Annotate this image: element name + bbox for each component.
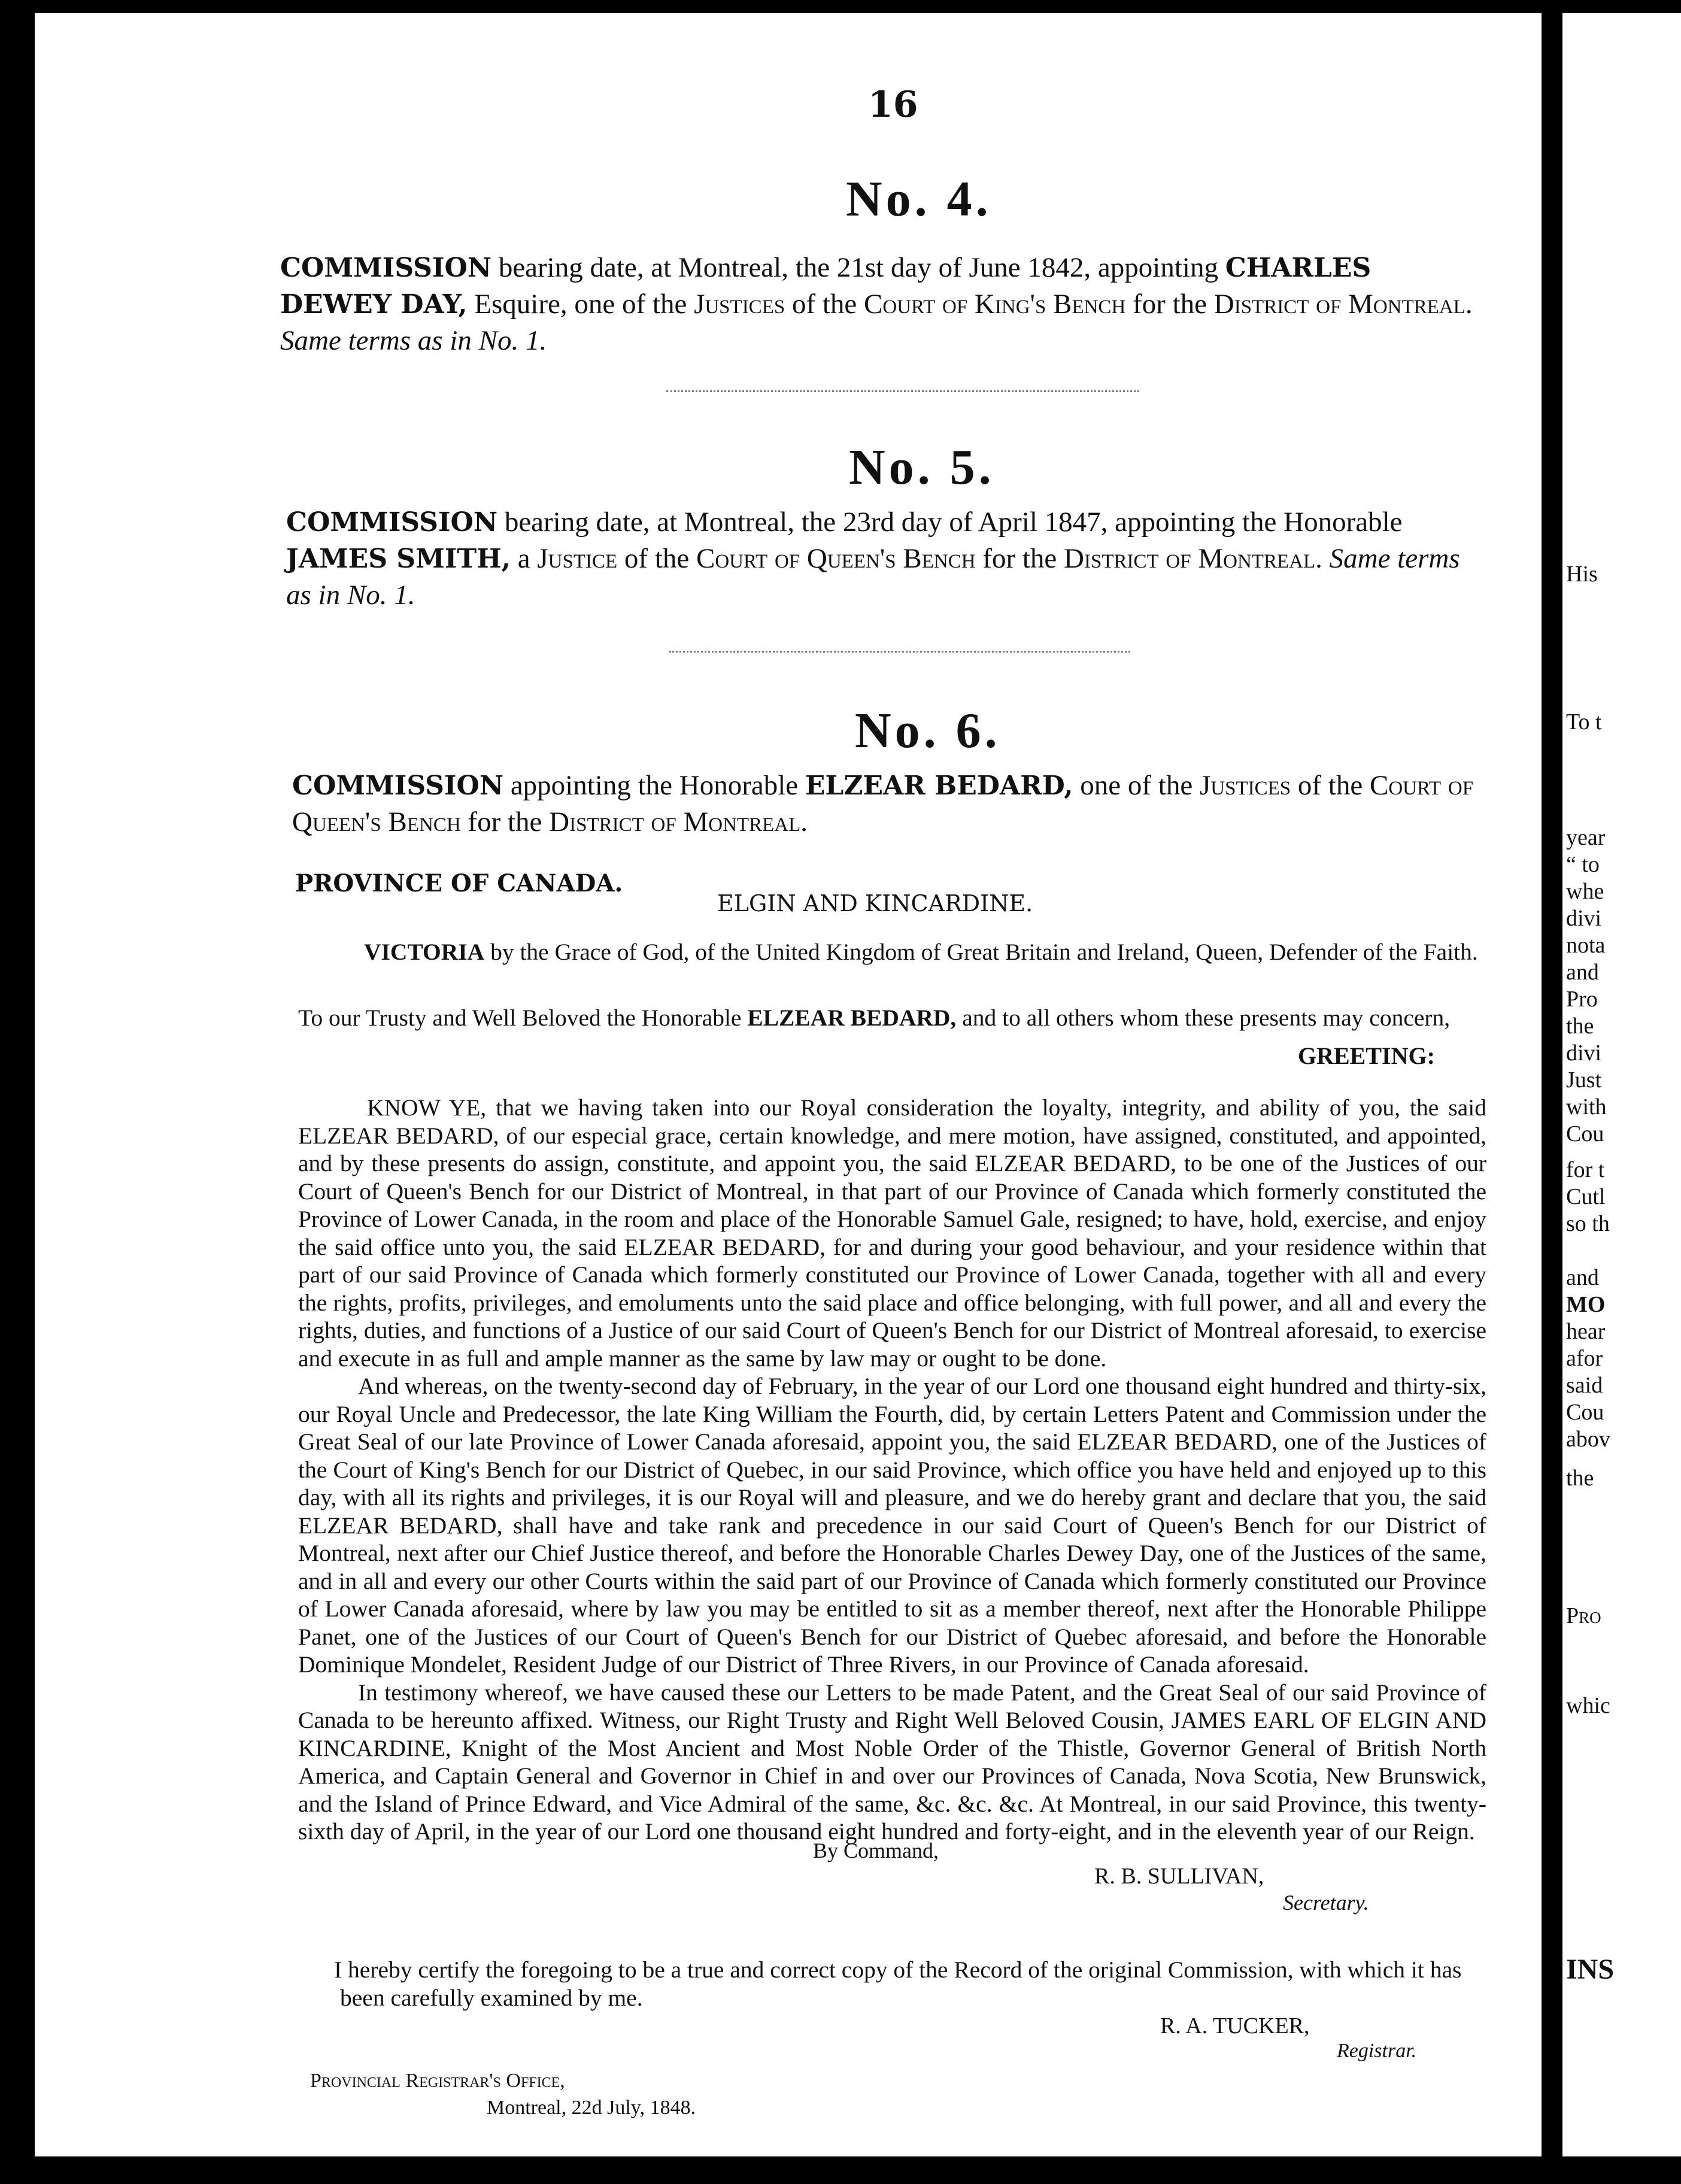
province-heading: PROVINCE OF CANADA. bbox=[295, 869, 623, 897]
adjacent-fragment: MO bbox=[1566, 1292, 1606, 1317]
signer-tucker-title: Registrar. bbox=[1337, 2040, 1417, 2062]
district-name: District of Montreal. bbox=[1064, 543, 1322, 574]
commission-text: appointing the Honorable bbox=[503, 770, 805, 801]
adjacent-fragment: Pro bbox=[1566, 987, 1598, 1012]
commission-text: for the bbox=[975, 543, 1064, 574]
commission-text: for the bbox=[460, 806, 550, 838]
divider bbox=[666, 390, 1139, 392]
district-name: District of Montreal. bbox=[1213, 289, 1473, 320]
commission-text: bearing date, at Montreal, the 23rd day of April 1847, appointing the Honorable bbox=[497, 506, 1403, 538]
greeting: GREETING: bbox=[1298, 1042, 1435, 1069]
same-terms-note: Same terms as in No. 1. bbox=[280, 325, 547, 356]
commission-word: COMMISSION bbox=[286, 507, 498, 538]
registrar-office: Provincial Registrar's Office, bbox=[310, 2070, 565, 2092]
address-text: To our Trusty and Well Beloved the Honorable bbox=[298, 1005, 748, 1031]
commission-text: of the bbox=[785, 289, 864, 320]
adjacent-fragment: for t bbox=[1566, 1157, 1605, 1182]
victoria-line bbox=[364, 938, 1486, 966]
by-command: By Command, bbox=[813, 1839, 939, 1863]
adjacent-fragment: divi bbox=[1566, 906, 1602, 931]
adjacent-fragment: hear bbox=[1566, 1319, 1606, 1344]
adjacent-fragment: and bbox=[1566, 1265, 1599, 1290]
adjacent-page-edge bbox=[1562, 13, 1681, 2156]
court-name: Court of Queen's Bench bbox=[696, 543, 976, 574]
document-page bbox=[35, 13, 1542, 2156]
commission-no4 bbox=[280, 250, 1474, 359]
appointee-name: ELZEAR BEDARD, bbox=[805, 771, 1073, 801]
addressee-name: ELZEAR BEDARD, bbox=[747, 1005, 957, 1031]
adjacent-fragment: “ to bbox=[1566, 852, 1600, 877]
registrar-office-date: Montreal, 22d July, 1848. bbox=[487, 2097, 696, 2119]
adjacent-fragment: Cou bbox=[1566, 1400, 1604, 1425]
adjacent-fragment: divi bbox=[1566, 1041, 1602, 1066]
adjacent-fragment: the bbox=[1566, 1466, 1594, 1491]
commission-text: a bbox=[511, 543, 538, 574]
commission-text: one of the bbox=[1073, 770, 1200, 801]
adjacent-fragment: Cutl bbox=[1566, 1184, 1606, 1209]
commission-text: bearing date, at Montreal, the 21st day of June 1842, appointing bbox=[491, 252, 1225, 283]
address-line bbox=[298, 1004, 1486, 1032]
adjacent-fragment: so th bbox=[1566, 1211, 1610, 1236]
appointee-name: JAMES SMITH, bbox=[286, 544, 511, 574]
page-number: 16 bbox=[868, 84, 918, 126]
address-text: and to all others whom these presents may concern, bbox=[956, 1005, 1451, 1031]
certification: I hereby certify the foregoing to be a true and correct copy of the Record of the original Commission, with which it has been carefully examined by me. bbox=[334, 1956, 1462, 2011]
section-heading-no6: No. 6. bbox=[855, 703, 1001, 759]
adjacent-fragment: with bbox=[1566, 1094, 1607, 1120]
justices-term: Justices bbox=[694, 289, 785, 320]
commission-text: Esquire, one of the bbox=[467, 289, 694, 320]
justice-term: Justice bbox=[537, 543, 618, 574]
commission-text: of the bbox=[1291, 770, 1370, 801]
justices-term: Justices bbox=[1199, 770, 1291, 801]
adjacent-fragment: abov bbox=[1566, 1427, 1610, 1452]
signer-sullivan-title: Secretary. bbox=[1283, 1891, 1369, 1915]
section-heading-no4: No. 4. bbox=[846, 171, 992, 227]
adjacent-fragment: To t bbox=[1566, 709, 1602, 735]
adjacent-fragment: afor bbox=[1566, 1346, 1603, 1371]
appointee-name: CHARLES DEWEY DAY, bbox=[280, 253, 1371, 320]
victoria-text: by the Grace of God, of the United Kingdom of Great Britain and Ireland, Queen, Defender of the Faith. bbox=[484, 939, 1478, 965]
adjacent-fragment: Cou bbox=[1566, 1121, 1604, 1146]
paragraph-know-ye: KNOW YE, that we having taken into our Royal consideration the loyalty, integrity, and ability of you, the said ELZEAR BEDARD, of our especial grace, certain knowledge, and mere motion, have assigned, constituted, and appointed, and by these presents do assign, constitute, and appoint you, the said ELZEAR BEDARD, to be one of the Justices of our Court of Queen's Bench for our District of Montreal, in that part of our Province of Canada which formerly constituted the Province of Lower Canada, in the room and place of the Honorable Samuel Gale, resigned; to have, hold, exercise, and enjoy the said office unto you, the said ELZEAR BEDARD, for and during your good behaviour, and your residence within that part of our said Province of Canada which formerly constituted our Province of Lower Canada, together with all and every the rights, profits, privileges, and emoluments unto the said place and office belonging, with full power, and all and every the rights, duties, and functions of a Justice of our said Court of Queen's Bench for our District of Montreal aforesaid, to exercise and execute in as full and ample manner as the same by law may or ought to be done. bbox=[298, 1094, 1486, 1372]
section-heading-no5: No. 5. bbox=[849, 439, 995, 495]
court-name: Court of Queen's Bench bbox=[292, 770, 1474, 838]
adjacent-fragment: said bbox=[1566, 1373, 1603, 1398]
district-name: District of Montreal. bbox=[549, 806, 808, 838]
commission-text: of the bbox=[617, 543, 696, 574]
commission-word: COMMISSION bbox=[280, 253, 492, 283]
adjacent-fragment: INS bbox=[1566, 1954, 1615, 1985]
adjacent-fragment: year bbox=[1566, 825, 1606, 850]
signer-sullivan-name: R. B. SULLIVAN, bbox=[1094, 1864, 1264, 1889]
paragraph-whereas: And whereas, on the twenty-second day of February, in the year of our Lord one thousand eight hundred and thirty-six, our Royal Uncle and Predecessor, the late King William the Fourth, did, by certain Letters Patent and Commission under the Great Seal of our late Province of Lower Canada aforesaid, appoint you, the said ELZEAR BEDARD, one of the Justices of the Court of King's Bench for our District of Quebec, in our said Province, which office you have held and enjoyed up to this day, with all its rights and privileges, it is our Royal will and pleasure, and we do hereby grant and declare that you, the said ELZEAR BEDARD, shall have and take rank and precedence in our said Court of Queen's Bench for our District of Montreal, next after our Chief Justice thereof, and before the Honorable Charles Dewey Day, one of the Justices of the same, and in all and every our other Courts within the said part of our Province of Canada which formerly constituted our Province of Lower Canada aforesaid, where by law you may be entitled to sit as a member thereof, next after the Honorable Philippe Panet, one of the Justices of our Court of Queen's Bench for our District of Quebec aforesaid, and before the Honorable Dominique Mondelet, Resident Judge of our District of Three Rivers, in our Province of Canada aforesaid. bbox=[298, 1373, 1486, 1678]
paragraph-testimony: In testimony whereof, we have caused these our Letters to be made Patent, and the Great Seal of our said Province of Canada to be hereunto affixed. Witness, our Right Trusty and Right Well Beloved Cousin, JAMES EARL OF ELGIN AND KINCARDINE, Knight of the Most Ancient and Most Noble Order of the Thistle, Governor General of British North America, and Captain General and Governor in Chief in and over our Provinces of Canada, Nova Scotia, New Brunswick, and the Island of Prince Edward, and Vice Admiral of the same, &c. &c. &c. At Montreal, in our said Province, this twenty-sixth day of April, in the year of our Lord one thousand eight hundred and forty-eight, and in the eleventh year of our Reign. bbox=[298, 1679, 1486, 1845]
same-terms-note: Same terms as in No. 1. bbox=[286, 543, 1460, 611]
commission-body bbox=[298, 1094, 1486, 1846]
adjacent-fragment: His bbox=[1566, 562, 1598, 587]
adjacent-fragment: Pro bbox=[1566, 1603, 1601, 1628]
commission-no5 bbox=[286, 504, 1480, 613]
adjacent-fragment: the bbox=[1566, 1014, 1594, 1039]
commission-text: for the bbox=[1125, 289, 1214, 320]
signer-tucker-name: R. A. TUCKER, bbox=[1160, 2013, 1310, 2039]
divider bbox=[669, 651, 1130, 653]
elgin-heading: ELGIN AND KINCARDINE. bbox=[717, 890, 1033, 917]
commission-no6 bbox=[292, 768, 1486, 840]
adjacent-fragment: whe bbox=[1566, 879, 1604, 904]
adjacent-fragment: and bbox=[1566, 960, 1599, 985]
court-name: Court of King's Bench bbox=[864, 289, 1126, 320]
adjacent-fragment: Just bbox=[1566, 1067, 1602, 1093]
commission-word: COMMISSION bbox=[292, 771, 504, 801]
adjacent-fragment: whic bbox=[1566, 1693, 1610, 1718]
sovereign-name: VICTORIA bbox=[364, 939, 485, 965]
adjacent-fragment: nota bbox=[1566, 933, 1606, 958]
